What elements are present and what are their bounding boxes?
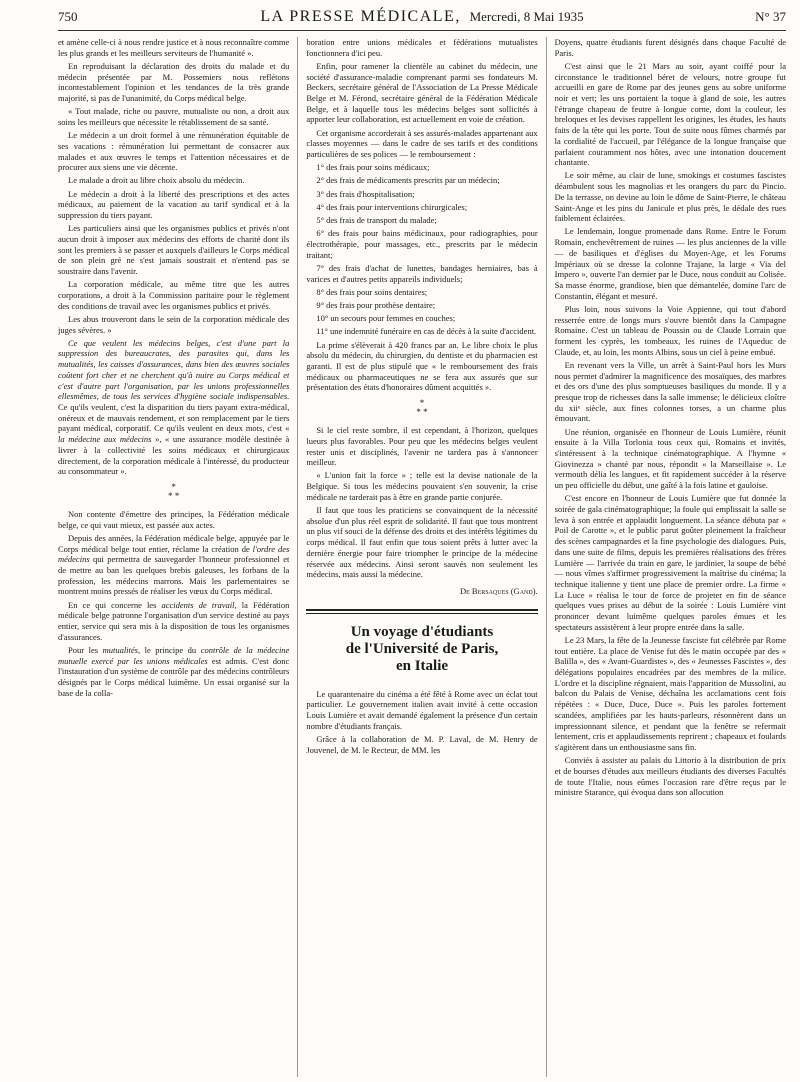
author-signature: De Bersaques (Gand). [460,585,538,596]
paragraph: « Tout malade, riche ou pauvre, mutualiste ou non, a droit aux soins les meilleurs que nécessite le rétablissement de sa santé. [58,106,290,127]
paragraph: Grâce à la collaboration de M. P. Laval, de M. Henry de Jouvenel, de M. le Recteur, de MM. les [306,733,538,755]
paragraph [58,600,289,643]
list-item: 8° des frais pour soins dentaires; [316,286,428,297]
masthead-line [98,8,746,26]
list-item: 1° des frais pour soins médicaux; [316,162,430,173]
paragraph: C'est ainsi que le 21 Mars au soir, ayant coiffé pour la circonstance le traditionnel béret de velours, notre groupe fut accueilli en gare de Rome par des jeunes gens au sobre uniforme noir et vert; les uns portaient la toque à gland de soie, les autres l'étrange chapeau de feutre à longue corne, dont la couleur, les breloques et les devises rappellent les origines, les études, les hauts faits de la tête qui les porte. Tout de suite nous fûmes charmés par la cordialité de l'accueil, par l'élégance de la longue française que parlaient couramment nos hôtes, avec une intonation doucement chantante. [554,60,786,168]
list-item: 9° des frais pour prothèse dentaire; [316,299,436,310]
paragraph: C'est encore en l'honneur de Louis Lumière que fut donnée la soirée de gala cinématographique; la foule qui emplissait la salle se leva à son entrée et applaudit longuement. La séance débuta par « Poil de Carotte », et le public parut goûter pleinement la fraîcheur des scènes campagnardes et la fine psychologie des dialogues. Puis, dans une suite de films, depuis les premières réalisations des frères Lumière — l'arrivée du train en gare, le jardinier, la soupe de bébé — nous vîmes s'affirmer progressivement la maîtrise du cinéma; la technique italienne y tient une place de premier ordre. La firme « La Luce » réalisa le tour de force de projeter en fin de séance quelques vues prises au début de la soirée : Louis Lumière vint prononcer devant luimême quelques paroles émues et les spectateurs assistèrent à leur propre entrée dans la salle. [554,493,786,632]
paragraph: Le 23 Mars, la fête de la Jeunesse fasciste fut célébrée par Rome tout entière. La place de Venise fut dès le matin occupée par des « Balilla », des « Avant-Guardistes », des « Jeunesses Fascistes », des délégations populaires encadrées par des membres de la milice. L'ordre et la discipline régnaient, mais l'apparition de Mussolini, au balcon du Palais de Venise, déchaîna les acclamations cent fois répétées : « Duce, Duce, Duce ». Puis les paroles fortement scandées, amplifiées par les hauts-parleurs, résonnèrent dans un impressionnant silence, et pendant que la fenêtre se refermait lentement, cris et applaudissements reprirent ; chapeaux et foulards s'agitèrent dans un enthousiasme sans fin. [554,634,786,752]
page-header [58,8,786,31]
page-number: 750 [58,9,78,24]
paragraph: Le quarantenaire du cinéma a été fêté à Rome avec un éclat tout particulier. Le gouvernement italien avait invité à cette occasion Louis Lumière et avait demandé également la présence d'un certain nombre d'étudiants français. [306,688,538,731]
paragraph: Il faut que tous les praticiens se convainquent de la nécessité absolue d'un plus réel esprit de solidarité. Il faut que tous montrent un plus vif souci de la défense des droits et des intérêts légitimes du corps médical. Il faut enfin que tous soient prêts à lutter avec la dernière énergie pour faire triompher le principe de la médecine réservée aux médecins. Ainsi seront sauvés non seulement les médecins, mais aussi la médecine. [306,505,538,580]
paragraph: Le soir même, au clair de lune, smokings et costumes fascistes déambulent sous les magnolias et les orangers du parc du Pincio. De la terrasse, on devine au loin le dôme de Saint-Pierre, le château Saint-Ange et les pins du Janicule et plus près, le dédale des rues faiblement éclairées. [554,170,786,224]
italic-text: Ce que veulent les médecins belges, c'est d'une part la suppression des bureaucrates, des parasites qui, dans les mutualités, les caisses d'assurances, dans bien des œuvres sociales coûtent fort cher et ne cherchent qu'à nuire au Corps médical et c'est d'autre part l'organisation, par les unions professionnelles ellesmêmes, de tous les services d'hygiène sociale indispensables. [58,337,290,402]
text: qui permettra de sauvegarder l'honneur professionnel et de mettre au ban les quelques brebis galeuses, les forbans de la profession, les médecins marrons. Mais les parlementaires se montrent moins pressés de réaliser les vœux du Corps médical. [58,554,290,597]
column-3 [546,37,786,1077]
column-1 [58,37,289,1077]
list-item: 3° des frais d'hospitalisation; [316,188,415,199]
text: , le principe du [137,644,201,655]
list-item: 7° des frais d'achat de lunettes, bandages herniaires, bas à varices et d'autres petits appareils individuels; [306,262,538,284]
section-separator: * * * [168,481,180,501]
italic-text: contrôle de la médecine mutuelle exercé par les unions médicales [58,644,290,666]
paragraph: Cet organisme accorderait à ses assurés-malades appartenant aux classes moyennes — dans le cadre de ses tarifs et des conditions particulières de ses polices — le remboursement : [306,127,538,160]
paragraph: En reproduisant la déclaration des droits du malade et du médecin présentée par M. Possemiers nous reflétons incontestablement l'opinion et les tendances de la très grande majorité, si pas de l'unanimité, du Corps médical belge. [58,60,290,104]
paragraph: La corporation médicale, au même titre que les autres corporations, a droit à la Commission paritaire pour le règlement des conditions de travail avec les organismes publics et privés. [58,279,290,311]
list-item: 4° des frais pour interventions chirurgicales; [316,201,468,212]
article-title-line: de l'Université de Paris, [345,640,499,657]
paragraph: Enfin, pour ramener la clientèle au cabinet du médecin, une société d'assurance-maladie comprenant parmi ses fondateurs M. Beckers, secrétaire général de l'Association de La Presse Médicale Belge et M. Férond, secrétaire général de la Fédération Médicale Belge, et à laquelle tous les médecins belges sont sollicités à apporter leur collaboration, est actuellement en voie de création. [306,60,538,125]
article-title-line: Un voyage d'étudiants [350,623,494,640]
paragraph [58,645,289,699]
list-item: 11° une indemnité funéraire en cas de décès à la suite d'accident. [316,326,537,337]
text: », « une assurance modèle destinée à livrer à la collectivité les soins médicaux et chirurgicaux directement, de la corporation médicale à l'intéressé, du producteur au consommateur ». [58,434,290,477]
column-2 [297,37,537,1077]
paragraph: Doyens, quatre étudiants furent désignés dans chaque Faculté de Paris. [554,37,786,58]
paragraph: Non contente d'émettre des principes, la Fédération médicale belge, ce qui vaut mieux, est passée aux actes. [58,508,290,530]
text: Ce qu'ils veulent, c'est la disparition du tiers payant extra-médical, onéreux et de mauvais rendement, et son remplacement par le tiers payant médical, corporatif. Ce qu'ils veulent en deux mots, c'est « [58,402,290,434]
paragraph: Plus loin, nous suivons la Voie Appienne, qui tout d'abord resserrée entre de longs murs s'ouvre bientôt dans la Campagne Romaine. C'est un tableau de Poussin ou de Claude Lorrain que forment les cyprès, les tombeaux, les ruines de l'Aqueduc de Claude, et, au loin, les monts Albins, sous un ciel à peine embué. [554,303,786,357]
text: , la Fédération médicale belge patronne l'organisation d'un service destiné au pays entier, service qui sera mis à la disposition de tous les organismes d'assurances. [58,599,290,642]
paragraph: boration entre unions médicales et fédérations mutualistes fonctionnera d'ici peu. [306,37,538,58]
article-title [306,624,537,675]
paragraph: « L'union fait la force » ; telle est la devise nationale de la Belgique. Si tous les médecins pouvaient s'en souvenir, la crise médicale ne tarderait pas à être en grande partie conjurée. [306,470,538,502]
section-separator: * * * [416,398,428,418]
issue-number: N° 37 [755,9,786,24]
paragraph: et amène celle-ci à nous rendre justice et à nous reconnaître comme les plus grands et les meilleurs serviteurs de l'humanité ». [58,37,290,58]
issue-date: Mercredi, 8 Mai 1935 [469,9,584,24]
paragraph: En revenant vers la Ville, un arrêt à Saint-Paul hors les Murs nous permet d'admirer la magnificence des mosaïques, des marbres et des ors d'une des plus somptueuses basiliques du monde. Il y a presque trop de richesses dans la salle immense; le délicieux cloître du xiiᵉ siècle, aux fines colonnes torses, a un charme plus émouvant. [554,359,786,424]
text: En ce qui concerne les [68,599,162,610]
article-title-line: en Italie [395,657,449,674]
list-item: 5° des frais de transport du malade; [316,215,437,226]
masthead: LA PRESSE MÉDICALE, [260,8,461,25]
paragraph [58,338,289,477]
text: Pour les [68,644,103,655]
article-divider [306,609,537,614]
italic-text: la médecine aux médecins [58,434,152,445]
paragraph: Les abus trouveront dans le sein de la corporation médicale des juges sévères. » [58,313,290,335]
paragraph: Les particuliers ainsi que les organismes publics et privés n'ont aucun droit à imposer aux médecins des efforts de charité dont ils sont les premiers à se passer et auxquels d'ailleurs le Corps médical de son plein gré ne s'est jamais soustrait et n'entend pas se soustraire dans l'avenir. [58,223,290,277]
paragraph: La prime s'élèverait à 420 francs par an. Le libre choix le plus absolu du médecin, du chirurgien, du dentiste et du pharmacien est garanti. Il est de plus stipulé que « le remboursement des frais médicaux ou pharmaceutiques ne se fera aux assurés que sur présentation des états d'honoraires dûment acquittés ». [306,339,538,393]
columns [58,37,786,1077]
text: est admis. C'est donc l'instauration d'un système de contrôle par des médecins contrôleurs désignés par le Corps médical luimême. Un essai organisé sur la base de la colla- [58,655,290,698]
paragraph: Le malade a droit au libre choix absolu du médecin. [68,175,245,186]
paragraph: Le lendemain, longue promenade dans Rome. Entre le Forum Romain, enchevêtrement de ruines — les plus anciennes de la ville— de basiliques et d'églises du Moyen-Age, et les Forums Impériaux où se dresse la colonne Trajane, la large « Via del Impero », ouverte l'an dernier par le Duce, nous conduit au Colisée. Sa masse énorme, grandiose, bien que démantelée, domine l'arc de Constantin, élégant et mesuré. [554,226,786,301]
text: Depuis des années, la Fédération médicale belge, appuyée par le Corps médical belge tout entier, réclame la création de [58,532,290,554]
list-item: 6° des frais pour bains médicinaux, pour radiographies, pour électrothérapie, pour massages, etc., prescrits par le médecin traitant; [306,228,538,260]
paragraph: Si le ciel reste sombre, il est cependant, à l'horizon, quelques lueurs plus favorables. Pour peu que les médecins belges veulent rester unis et disciplinés, l'avenir ne tardera pas à s'annoncer meilleur. [306,425,538,468]
list-item: 10° un secours pour femmes en couches; [316,313,456,324]
paragraph: Le médecin a un droit formel à une rémunération équitable de ses vacations : rémunération lui permettant de consacrer aux malades et aux œuvres le temps et l'attention nécessaires et de procurer aux siens une vie décente. [58,130,290,173]
paragraph: Une réunion, organisée en l'honneur de Louis Lumière, réunit ensuite à la Villa Torlonia tous ceux qui, Romains et invités, s'intéressent à la technique cinématographique. A l'hymne « Giovinezza » chanté par nous, répondit « la Marseillaise ». Le vermouth délia les langues, et fit rapidement succéder à la réserve un peu officielle du début, une gaîté à la fois latine et gauloise. [554,426,786,491]
italic-text: mutualités [102,644,138,655]
paragraph: Le médecin a droit à la liberté des prescriptions et des actes médicaux, au paiement de la vacation au tarif syndical et à la suppression du tiers payant. [58,188,290,221]
paragraph: Conviés à assister au palais du Littorio à la distribution de prix et de bourses d'études aux meilleurs étudiants des diverses Facultés de toute l'Italie, nous eûmes l'occasion rare d'être reçus par le ministre Starance, qui évoqua dans son allocution [554,755,786,798]
italic-text: l'ordre des médecins [58,543,290,565]
italic-text: accidents de travail [161,599,235,610]
paragraph [58,533,289,597]
list-item: 2° des frais de médicaments prescrits par un médecin; [316,175,500,186]
